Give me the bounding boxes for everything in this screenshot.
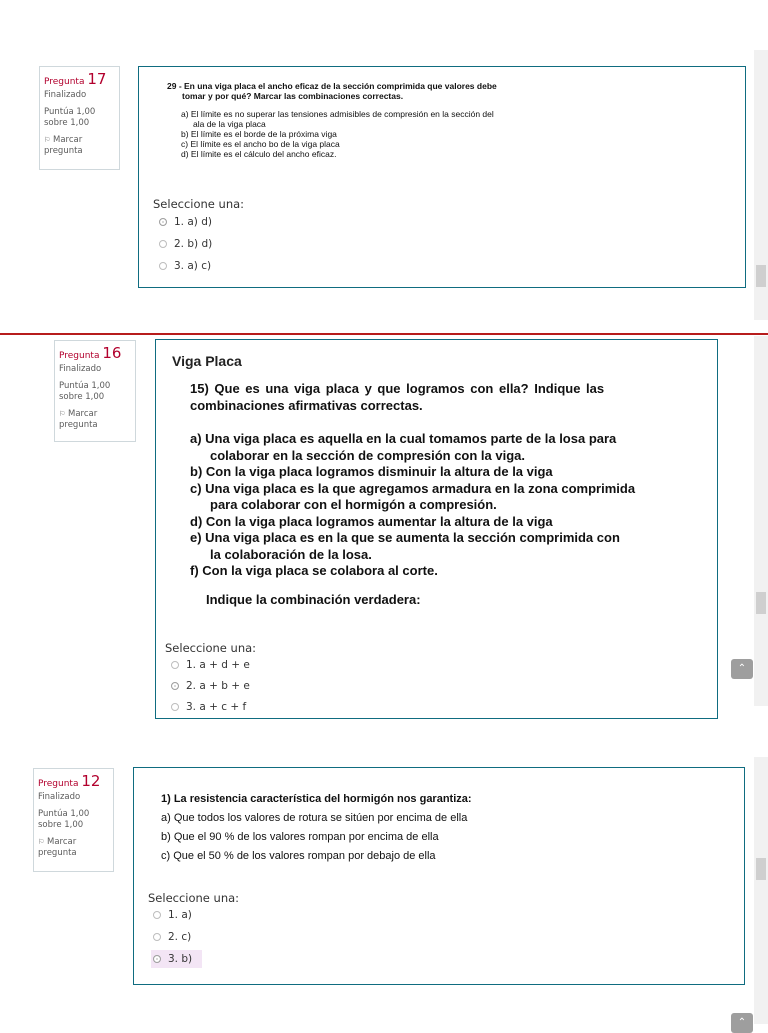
flag-question-link[interactable]: ⚐ Marcar pregunta [38,837,77,858]
question-image-12: 1) La resistencia característica del hormigón nos garantiza: a) Que todos los valores de rotura se sitúen por encima de ella b) Que el 90 % de los valores rompan por encima de ella c) Que el 50 % de los valores rompan por debajo de ella [161,793,472,862]
flag-icon: ⚐ [59,410,66,418]
question-score: Puntúa 1,00 sobre 1,00 [38,809,90,830]
chevron-up-icon: ⌃ [737,663,747,674]
question-panel-16 [0,336,768,713]
question-info-17 [39,66,120,170]
scrollbar[interactable] [754,50,768,320]
question-score: Puntúa 1,00 sobre 1,00 [44,107,96,128]
question-image-17: 29 - En una viga placa el ancho eficaz de la sección comprimida que valores debe tomar y por qué? Marcar las combinaciones correctas. a) El límite es no superar las tensiones admisibles de compresión en la sección del ala de la viga placa b) El límite es el borde de la próxima viga c) El límite es el ancho bo de la viga placa d) El límite es el cálculo del ancho eficaz. [167,81,497,159]
question-info-12 [33,768,114,872]
answer-option-1[interactable]: 1. a) d) [159,216,212,228]
answer-option-2[interactable]: 2. b) d) [159,238,212,250]
divider-line [0,333,768,335]
flag-question-link[interactable]: ⚐ Marcar pregunta [44,135,83,156]
radio[interactable] [159,262,167,270]
flag-icon: ⚐ [44,136,51,144]
question-status: Finalizado [59,364,102,374]
radio[interactable] [171,661,179,669]
question-panel-12 [0,757,768,1028]
radio-selected[interactable] [171,682,179,690]
question-number: Pregunta 17 [44,70,107,88]
scroll-to-top-button[interactable] [731,659,753,679]
scrollbar[interactable] [754,336,768,706]
question-content-12 [133,767,745,985]
question-content-16 [155,339,718,719]
answer-option-2[interactable]: 2. c) [153,931,191,943]
answer-option-2[interactable]: 2. a + b + e [171,680,250,692]
answer-option-3[interactable]: 3. a) c) [159,260,211,272]
question-score: Puntúa 1,00 sobre 1,00 [59,381,111,402]
answer-option-1[interactable]: 1. a + d + e [171,659,250,671]
question-status: Finalizado [38,792,81,802]
answer-option-3[interactable]: 3. b) [151,950,202,968]
select-one-label: Seleccione una: [153,197,245,211]
scrollbar-thumb[interactable] [756,592,766,614]
question-panel-17 [0,0,768,320]
select-one-label: Seleccione una: [165,641,257,655]
question-content-17 [138,66,746,288]
radio[interactable] [153,911,161,919]
question-number: Pregunta 16 [59,344,122,362]
radio-selected[interactable] [153,955,161,963]
scrollbar-thumb[interactable] [756,265,766,287]
scrollbar[interactable] [754,757,768,1024]
chevron-up-icon: ⌃ [737,1017,747,1028]
select-one-label: Seleccione una: [148,891,240,905]
question-status: Finalizado [44,90,87,100]
radio-selected[interactable] [159,218,167,226]
radio[interactable] [171,703,179,711]
radio[interactable] [159,240,167,248]
radio[interactable] [153,933,161,941]
question-info-16 [54,340,136,442]
flag-question-link[interactable]: ⚐ Marcar pregunta [59,409,98,430]
answer-option-1[interactable]: 1. a) [153,909,192,921]
question-number: Pregunta 12 [38,772,101,790]
question-heading: Viga Placa [172,353,242,369]
scroll-to-top-button[interactable] [731,1013,753,1033]
scrollbar-thumb[interactable] [756,858,766,880]
answer-option-3[interactable]: 3. a + c + f [171,701,246,713]
flag-icon: ⚐ [38,838,45,846]
question-image-16: 15) Que es una viga placa y que logramos con ella? Indique las combinaciones afirmativas correctas. a) Una viga placa es aquella en la cual tomamos parte de la losa para colaborar en la sección de compresión con la viga. b) Con la viga placa logramos disminuir la altura de la viga c) Una viga placa es la que agregamos armadura en la zona comprimida para colaborar con el hormigón a compresión. d) Con la viga placa logramos aumentar la altura de la viga e) Una viga placa es en la que se aumenta la sección comprimida con la colaboración de la losa. f) Con la viga placa se colabora al corte. Indique la combinación verdadera: [190,381,636,607]
